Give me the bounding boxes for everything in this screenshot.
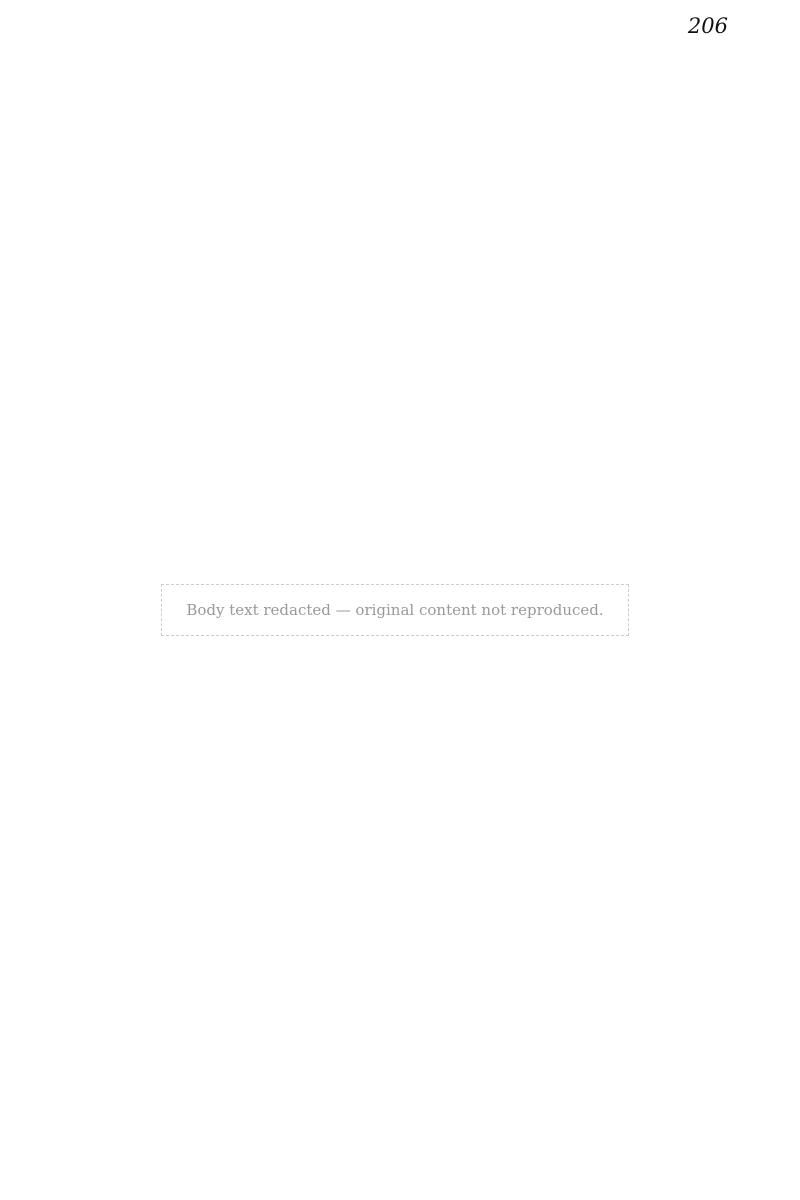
page-number: 206 (687, 14, 728, 38)
page-body (50, 80, 740, 1140)
redaction-notice: Body text redacted — original content not reproduced. (161, 584, 628, 636)
